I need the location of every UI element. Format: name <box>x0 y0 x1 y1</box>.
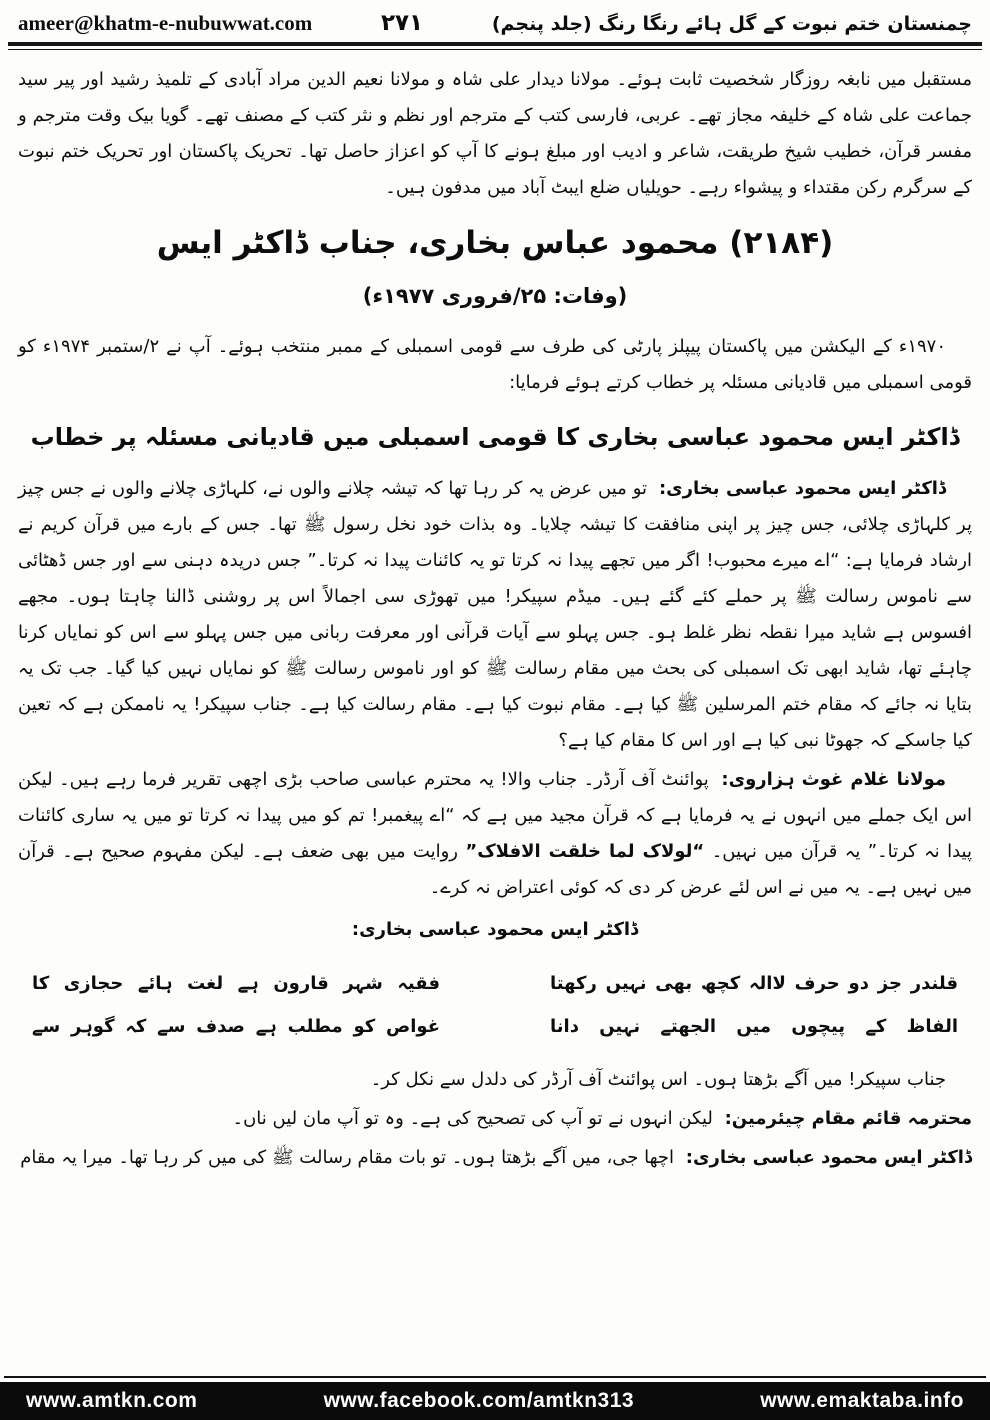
speaker-name: ڈاکٹر ایس محمود عباسی بخاری: <box>685 1146 972 1168</box>
speech-text: لیکن انہوں نے تو آپ کی تصحیح کی ہے۔ وہ تو آپ مان لیں ناں۔ <box>232 1107 713 1129</box>
speech-text: اچھا جی، میں آگے بڑھتا ہوں۔ تو بات مقام رسالت ﷺ کی میں کر رہا تھا۔ میرا یہ مقام <box>20 1146 675 1168</box>
speaker-name: ڈاکٹر ایس محمود عباسی بخاری: <box>351 918 639 940</box>
couplet-left-column <box>32 962 440 1048</box>
contact-email: ameer@khatm-e-nubuwwat.com <box>18 11 313 35</box>
page-footer <box>0 1382 990 1420</box>
couplet-verse <box>18 958 972 1052</box>
couplet-line: فقیہ شہر قارون ہے لغت ہائے حجازی کا <box>32 972 440 994</box>
intro-paragraph: مستقبل میں نابغہ روزگار شخصیت ثابت ہوئے۔ مولانا دیدار علی شاہ و مولانا نعیم الدین مراد آبادی کے تلمیذ رشید اور پیر سید جماعت علی شاہ کے خلیفہ مجاز تھے۔ عربی، فارسی کتب کے مترجم اور نظم و نثر کتب کے مصنف تھے۔ گویا بیک وقت مترجم و مفسر قرآن، خطیب شیخ طریقت، شاعر و ادیب اور مبلغ ہونے کا آپ کو اعزاز حاصل تھا۔ تحریک پاکستان اور تحریک ختم نبوت کے سرگرم رکن مقتداء و پیشواء رہے۔ حویلیاں ضلع ایبٹ آباد میں مدفون ہیں۔ <box>18 69 972 198</box>
couplet-right-column <box>550 962 958 1048</box>
speaker-line <box>18 912 972 948</box>
speech-text: پوائنٹ آف آرڈر۔ جناب والا! یہ محترم عباسی صاحب بڑی اچھی تقریر فرما رہے ہیں۔ لیکن اس ایک جملے میں انہوں نے یہ فرمایا ہے کہ قرآن مجید میں ہے کہ “اے پیغمبر! تم کو میں پیدا نہ کرتا تو میں یہ ساری کائنات پیدا نہ کرتا۔” یہ قرآن میں نہیں۔ <box>18 768 972 862</box>
dialog-paragraph-bukhari-final <box>18 1140 972 1176</box>
couplet-line: غواص کو مطلب ہے صدف سے کہ گوہر سے <box>32 1015 440 1037</box>
page-number: ۲۷۱ <box>380 10 424 36</box>
entry-heading: (۲۱۸۴) محمود عباس بخاری، جناب ڈاکٹر ایس <box>156 225 834 261</box>
footer-divider <box>4 1376 986 1378</box>
book-title: چمنستان ختم نبوت کے گل ہائے رنگا رنگ (جلد پنجم) <box>491 13 972 35</box>
arabic-quote: “لولاک لما خلقت الافلاک” <box>465 840 705 862</box>
dialog-paragraph-bukhari-speech <box>18 471 972 759</box>
header-divider <box>8 42 982 50</box>
footer-url-facebook: www.facebook.com/amtkn313 <box>323 1389 635 1412</box>
dialog-paragraph-hazarvi <box>18 762 972 906</box>
dialog-continuation: جناب سپیکر! میں آگے بڑھتا ہوں۔ اس پوائنٹ آف آرڈر کی دلدل سے نکل کر۔ <box>370 1068 946 1090</box>
dialog-paragraph-chairman <box>18 1101 972 1137</box>
footer-url-amtkn: www.amtkn.com <box>26 1389 198 1412</box>
couplet-line: قلندر جز دو حرف لاالہ کچھ بھی نہیں رکھتا <box>550 972 958 994</box>
entry-death-date: (وفات: ۲۵/فروری ۱۹۷۷ء) <box>362 283 628 308</box>
speech-text: تو میں عرض یہ کر رہا تھا کہ تیشہ چلانے والوں نے، کلہاڑی چلانے والوں نے جس چیز پر کلہاڑی چلائی، جس چیز پر اپنی منافقت کا تیشہ چلایا۔ وہ بذات خود نخل رسول ﷺ تھا۔ جس کے بارے میں قرآن کریم نے ارشاد فرمایا ہے: “اے میرے محبوب! اگر میں تجھے پیدا نہ کرتا تو یہ کائنات پیدا نہ کرتا۔” جس دریدہ دہنی سے اور جس ڈھٹائی سے ناموس رسالت ﷺ پر حملے کئے گئے ہیں۔ میڈم سپیکر! میں تھوڑی سی اجمالاً اس پر روشنی ڈالنا چاہتا ہوں۔ مجھے افسوس ہے شاید میرا نقطہ نظر غلط ہو۔ جس پہلو سے آیات قرآنی اور معرفت ربانی میں جس پہلو سے اس کو نمایاں کرنا چاہئے تھا، شاید ابھی تک اسمبلی کی بحث میں مقام رسالت ﷺ کو اور ناموس رسالت ﷺ کو نمایاں نہیں کیا گیا۔ جب تک یہ بتایا نہ جائے کہ مقام ختم المرسلین ﷺ کیا ہے۔ مقام نبوت کیا ہے۔ مقام رسالت کیا ہے۔ جناب سپیکر! یہ ناممکن ہے کہ تعین کیا جاسکے کہ جھوٹا نبی کیا ہے اور اس کا مقام کیا ہے؟ <box>18 477 972 751</box>
footer-url-emaktaba: www.emaktaba.info <box>760 1389 964 1412</box>
page-body <box>0 50 990 1183</box>
election-paragraph: ۱۹۷۰ء کے الیکشن میں پاکستان پیپلز پارٹی کی طرف سے قومی اسمبلی کے ممبر منتخب ہوئے۔ آپ نے ۲/ستمبر ۱۹۷۴ء کو قومی اسمبلی میں قادیانی مسئلہ پر خطاب کرتے ہوئے فرمایا: <box>18 335 972 393</box>
page-header <box>0 0 990 40</box>
speech-text: روایت میں بھی ضعف ہے۔ لیکن مفہوم صحیح ہے۔ قرآن میں نہیں ہے۔ یہ میں نے اس لئے عرض کر دی کہ کوئی اعتراض نہ کرے۔ <box>18 840 972 898</box>
speaker-name: ڈاکٹر ایس محمود عباسی بخاری: <box>658 477 946 499</box>
section-heading: ڈاکٹر ایس محمود عباسی بخاری کا قومی اسمبلی میں قادیانی مسئلہ پر خطاب <box>30 422 960 451</box>
couplet-line: الفاظ کے پیچوں میں الجھتے نہیں دانا <box>550 1015 958 1037</box>
speaker-name: مولانا غلام غوث ہزاروی: <box>721 768 947 790</box>
speaker-name: محترمہ قائم مقام چیئرمین: <box>724 1107 972 1129</box>
